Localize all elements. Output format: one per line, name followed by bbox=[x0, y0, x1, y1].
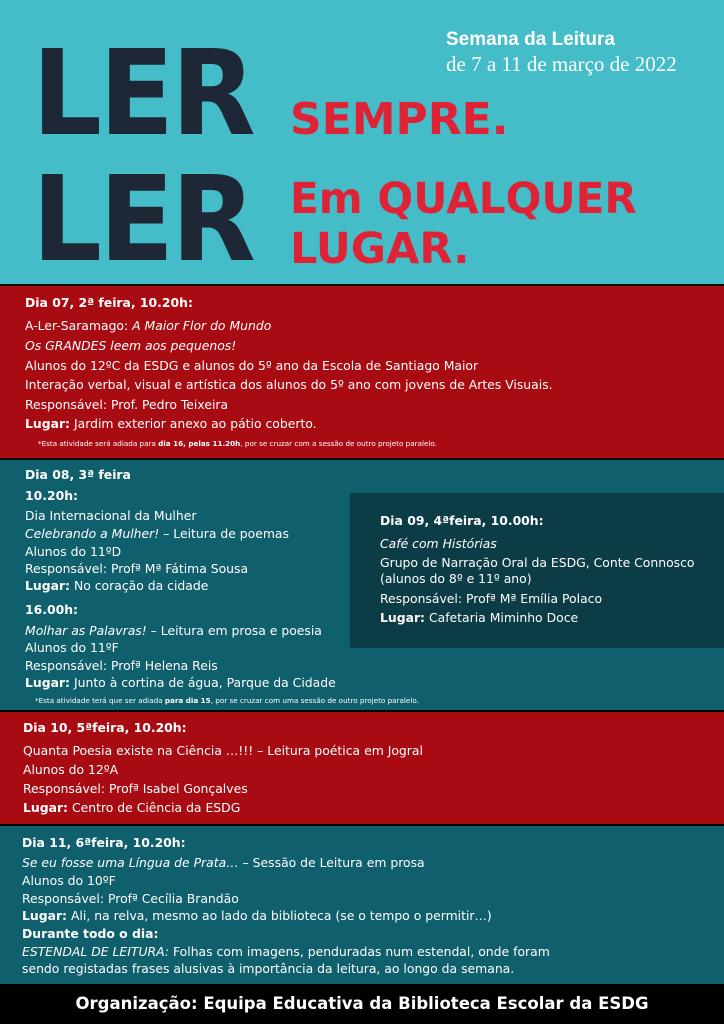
day-11-allday-line1: ESTENDAL DE LEITURA: Folhas com imagens, penduradas num estendal, onde foram bbox=[22, 944, 550, 959]
day-10-heading: Dia 10, 5ªfeira, 10.20h: bbox=[23, 720, 187, 735]
day-11-heading: Dia 11, 6ªfeira, 10.20h: bbox=[22, 835, 186, 850]
day-08-heading: Dia 08, 3ª feira bbox=[25, 467, 131, 482]
ler-word-bottom: LER bbox=[32, 150, 254, 284]
day-09-group-line1: Grupo de Narração Oral da ESDG, Conte Connosco bbox=[380, 555, 695, 570]
day-08-session-1-place: Lugar: No coração da cidade bbox=[25, 578, 209, 593]
day-07-description: Interação verbal, visual e artística dos alunos do 5º ano com jovens de Artes Visuais. bbox=[25, 377, 553, 392]
ler-word-top: LER bbox=[32, 24, 254, 162]
day-10-section bbox=[0, 712, 724, 824]
day-08-session-2-title: Molhar as Palavras! – Leitura em prosa e poesia bbox=[25, 623, 322, 638]
day-09-place: Lugar: Cafetaria Miminho Doce bbox=[380, 610, 579, 625]
slogan-sempre: SEMPRE. bbox=[290, 94, 509, 145]
event-dates: de 7 a 11 de março de 2022 bbox=[446, 52, 677, 76]
day-11-title: Se eu fosse uma Língua de Prata… – Sessão de Leitura em prosa bbox=[22, 855, 425, 870]
day-11-allday-heading: Durante todo o dia: bbox=[22, 926, 159, 941]
day-08-session-1-responsible: Responsável: Profª Mª Fátima Sousa bbox=[25, 561, 249, 576]
day-08-session-2-responsible: Responsável: Profª Helena Reis bbox=[25, 658, 218, 673]
day-10-responsible: Responsável: Profª Isabel Gonçalves bbox=[23, 781, 248, 796]
day-08-session-2-place: Lugar: Junto à cortina de água, Parque da Cidade bbox=[25, 675, 336, 690]
day-11-allday-line2: sendo registadas frases alusivas à importância da leitura, ao longo da semana. bbox=[22, 961, 515, 976]
day-09-title: Café com Histórias bbox=[380, 536, 497, 551]
day-08-session-2-time: 16.00h: bbox=[25, 602, 78, 617]
day-07-participants: Alunos do 12ºC da ESDG e alunos do 5º ano da Escola de Santiago Maior bbox=[25, 358, 479, 373]
footer bbox=[0, 985, 724, 1024]
footer-organization: Organização: Equipa Educativa da Biblioteca Escolar da ESDG bbox=[75, 994, 649, 1013]
event-title: Semana da Leitura bbox=[446, 29, 615, 50]
day-08-session-1-students: Alunos do 11ºD bbox=[25, 544, 122, 559]
day-10-place: Lugar: Centro de Ciência da ESDG bbox=[23, 800, 241, 815]
slogan-qualquer: Em QUALQUER bbox=[290, 174, 637, 224]
day-08-session-1-line1: Dia Internacional da Mulher bbox=[25, 508, 197, 523]
day-07-responsible: Responsável: Prof. Pedro Teixeira bbox=[25, 397, 229, 412]
day-09-responsible: Responsável: Profª Mª Emília Polaco bbox=[380, 591, 603, 606]
day-11-students: Alunos do 10ºF bbox=[22, 873, 116, 888]
day-07-heading: Dia 07, 2ª feira, 10.20h: bbox=[25, 295, 193, 310]
day-08-session-1-title: Celebrando a Mulher! – Leitura de poemas bbox=[25, 526, 289, 541]
day-11-responsible: Responsável: Profª Cecília Brandão bbox=[22, 891, 239, 906]
day-08-session-1-time: 10.20h: bbox=[25, 488, 78, 503]
day-08-section bbox=[0, 460, 724, 710]
day-08-note: *Esta atividade terá que ser adiada para dia 15, por se cruzar com uma sessão de outro projeto paralelo. bbox=[35, 696, 419, 705]
day-09-group-line2: (alunos do 8º e 11º ano) bbox=[380, 571, 532, 586]
day-07-place: Lugar: Jardim exterior anexo ao pátio coberto. bbox=[25, 416, 317, 431]
day-10-students: Alunos do 12ºA bbox=[23, 762, 119, 777]
day-07-title: A-Ler-Saramago: A Maior Flor do Mundo bbox=[25, 318, 272, 333]
day-07-section bbox=[0, 286, 724, 458]
day-07-subtitle: Os GRANDES leem aos pequenos! bbox=[25, 338, 237, 353]
day-11-place: Lugar: Ali, na relva, mesmo ao lado da biblioteca (se o tempo o permitir…) bbox=[22, 908, 492, 923]
day-10-title: Quanta Poesia existe na Ciência …!!! – Leitura poética em Jogral bbox=[23, 743, 423, 758]
day-09-heading: Dia 09, 4ªfeira, 10.00h: bbox=[380, 513, 544, 528]
day-11-section bbox=[0, 826, 724, 984]
day-08-session-2-students: Alunos do 11ºF bbox=[25, 640, 119, 655]
day-09-box bbox=[350, 493, 724, 648]
slogan-lugar: LUGAR. bbox=[290, 224, 470, 274]
day-07-note: *Esta atividade será adiada para dia 16, pelas 11.20h, por se cruzar com a sessão de outro projeto paralelo. bbox=[38, 439, 437, 448]
poster-header bbox=[0, 0, 724, 284]
